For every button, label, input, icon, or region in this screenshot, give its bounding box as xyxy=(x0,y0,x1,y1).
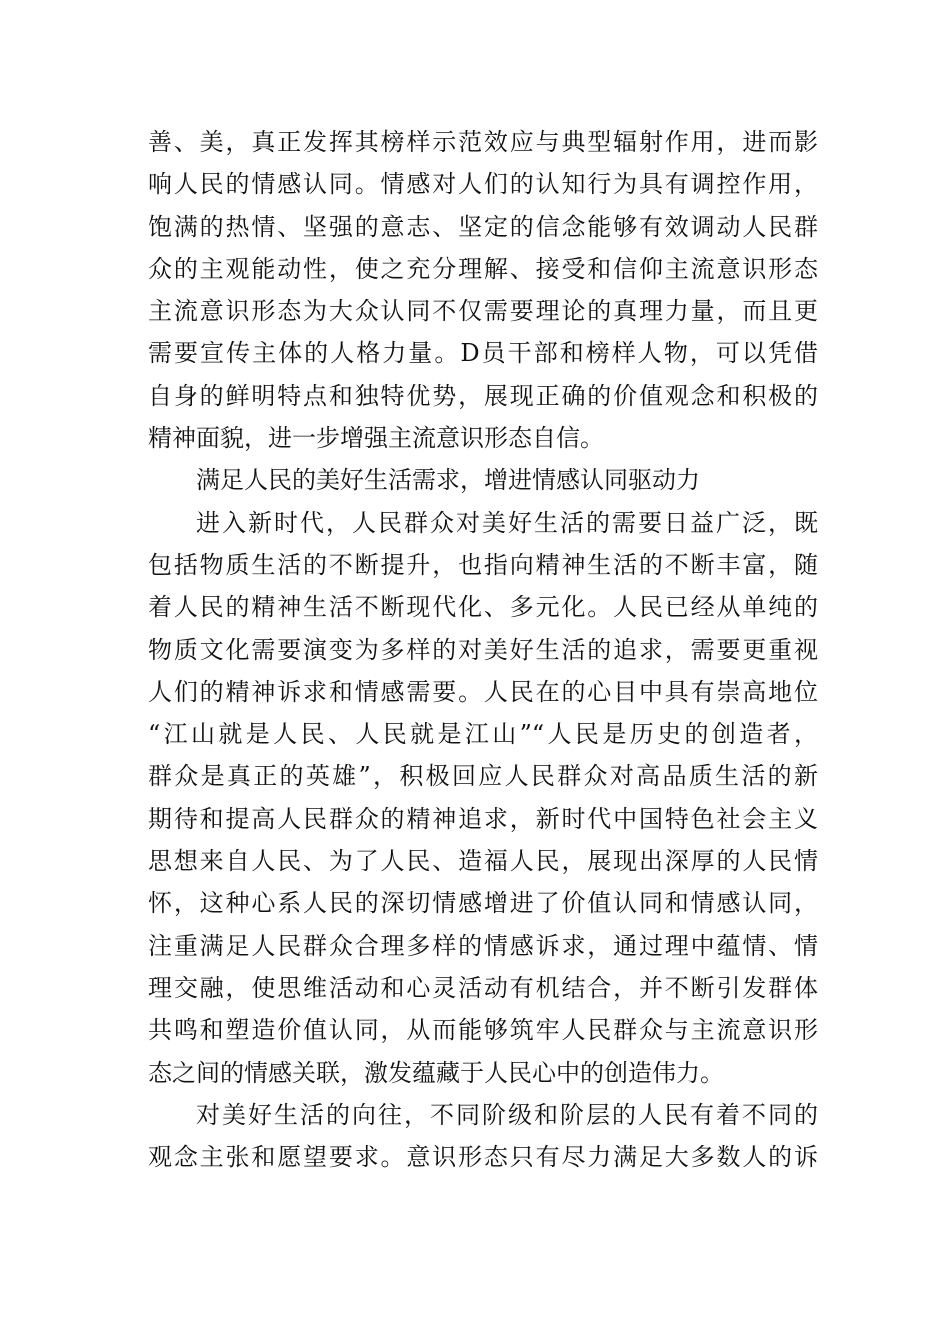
paragraph xyxy=(148,121,818,459)
text-line: 进入新时代，人民群众对美好生活的需要日益广泛，既 xyxy=(196,508,818,537)
paragraph xyxy=(148,502,818,1094)
text-line: 善、美，真正发挥其榜样示范效应与典型辐射作用，进而影 xyxy=(148,128,818,156)
text-line: 态之间的情感关联，激发蕴藏于人民心中的创造伟力。 xyxy=(148,1058,724,1087)
text-line: 对美好生活的向往，不同阶级和阶层的人民有着不同的 xyxy=(196,1100,818,1129)
text-line: 观念主张和愿望要求。意识形态只有尽力满足大多数人的诉 xyxy=(148,1143,818,1172)
text-line: 需要宣传主体的人格力量。D员干部和榜样人物，可以凭借 xyxy=(148,339,818,368)
text-line: 主流意识形态为大众认同不仅需要理论的真理力量，而且更 xyxy=(148,297,818,326)
text-line: 饱满的热情、坚强的意志、坚定的信念能够有效调动人民群 xyxy=(148,212,818,241)
text-line: 着人民的精神生活不断现代化、多元化。人民已经从单纯的 xyxy=(148,593,818,622)
text-line: 注重满足人民群众合理多样的情感诉求，通过理中蕴情、情 xyxy=(148,931,818,960)
heading-line: 满足人民的美好生活需求，增进情感认同驱动力 xyxy=(196,466,700,495)
body-text xyxy=(148,121,818,1178)
text-line: 人们的精神诉求和情感需要。人民在的心目中具有崇高地位 xyxy=(148,677,818,706)
text-line: 响人民的情感认同。情感对人们的认知行为具有调控作用， xyxy=(148,170,818,199)
text-line: 精神面貌，进一步增强主流意识形态自信。 xyxy=(148,424,604,453)
text-line: 群众是真正的英雄”，积极回应人民群众对高品质生活的新 xyxy=(148,762,818,791)
paragraph xyxy=(148,1094,818,1179)
section-heading xyxy=(148,459,818,501)
text-line: 怀，这种心系人民的深切情感增进了价值认同和情感认同， xyxy=(148,889,818,918)
text-line: 物质文化需要演变为多样的对美好生活的追求，需要更重视 xyxy=(148,635,818,664)
text-line: 众的主观能动性，使之充分理解、接受和信仰主流意识形态 xyxy=(148,254,818,283)
text-line: 理交融，使思维活动和心灵活动有机结合，并不断引发群体 xyxy=(148,973,818,1002)
text-line: 共鸣和塑造价值认同，从而能够筑牢人民群众与主流意识形 xyxy=(148,1016,818,1045)
text-line: 包括物质生活的不断提升，也指向精神生活的不断丰富，随 xyxy=(148,550,818,579)
text-line: 自身的鲜明特点和独特优势，展现正确的价值观念和积极的 xyxy=(148,381,818,410)
text-line: 思想来自人民、为了人民、造福人民，展现出深厚的人民情 xyxy=(148,847,818,876)
text-line: “江山就是人民、人民就是江山”“人民是历史的创造者， xyxy=(148,720,818,749)
text-line: 期待和提高人民群众的精神追求，新时代中国特色社会主义 xyxy=(148,804,818,833)
